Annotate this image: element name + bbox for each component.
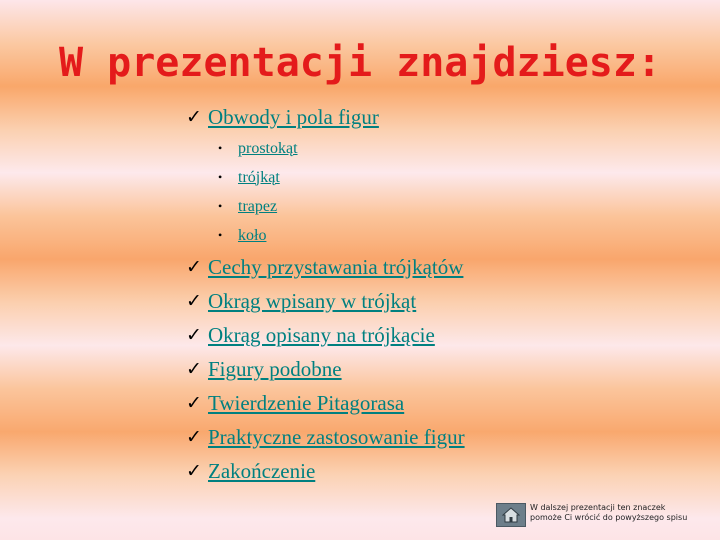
list-item <box>186 454 465 488</box>
checkmark-icon: ✓ <box>186 106 202 128</box>
sub-list-item <box>218 192 465 221</box>
sub-list-item <box>218 163 465 192</box>
link-prostokat[interactable]: prostokąt <box>238 139 298 157</box>
bullet-icon: • <box>218 228 223 242</box>
link-okrag-wpisany[interactable]: Okrąg wpisany w trójkąt <box>208 288 417 313</box>
link-obwody-i-pola[interactable]: Obwody i pola figur <box>208 104 379 129</box>
link-trojkat[interactable]: trójkąt <box>238 168 280 186</box>
list-item <box>186 352 465 386</box>
list-item <box>186 318 465 352</box>
bullet-icon: • <box>218 141 223 155</box>
home-button[interactable] <box>496 503 526 527</box>
sub-list <box>186 134 465 250</box>
checkmark-icon: ✓ <box>186 460 202 482</box>
checkmark-icon: ✓ <box>186 324 202 346</box>
bullet-icon: • <box>218 170 223 184</box>
link-twierdzenie-pitagorasa[interactable]: Twierdzenie Pitagorasa <box>208 390 405 415</box>
list-item <box>186 284 465 318</box>
sub-list-container <box>186 134 465 250</box>
slide-title: W prezentacji znajdziesz: <box>58 40 662 86</box>
checkmark-icon: ✓ <box>186 290 202 312</box>
link-zakonczenie[interactable]: Zakończenie <box>208 458 316 483</box>
link-figury-podobne[interactable]: Figury podobne <box>208 356 342 381</box>
list-item <box>186 386 465 420</box>
list-item <box>186 420 465 454</box>
checkmark-icon: ✓ <box>186 256 202 278</box>
checkmark-icon: ✓ <box>186 426 202 448</box>
contents-list <box>186 100 465 488</box>
bullet-icon: • <box>218 199 223 213</box>
footer-line-1: W dalszej prezentacji ten znaczek <box>530 503 666 512</box>
sub-list-item <box>218 134 465 163</box>
checkmark-icon: ✓ <box>186 358 202 380</box>
sub-list-item <box>218 221 465 250</box>
link-okrag-opisany[interactable]: Okrąg opisany na trójkącie <box>208 322 435 347</box>
link-trapez[interactable]: trapez <box>238 197 278 215</box>
footer-text <box>530 503 710 523</box>
list-item <box>186 250 465 284</box>
link-kolo[interactable]: koło <box>238 226 267 244</box>
checkmark-icon: ✓ <box>186 392 202 414</box>
link-cechy-przystawania[interactable]: Cechy przystawania trójkątów <box>208 254 464 279</box>
footer-line-2: pomoże Ci wrócić do powyższego spisu <box>530 513 688 522</box>
link-praktyczne-zastosowanie[interactable]: Praktyczne zastosowanie figur <box>208 424 465 449</box>
list-item <box>186 100 465 134</box>
footer-note <box>496 503 710 527</box>
home-icon <box>502 507 520 523</box>
